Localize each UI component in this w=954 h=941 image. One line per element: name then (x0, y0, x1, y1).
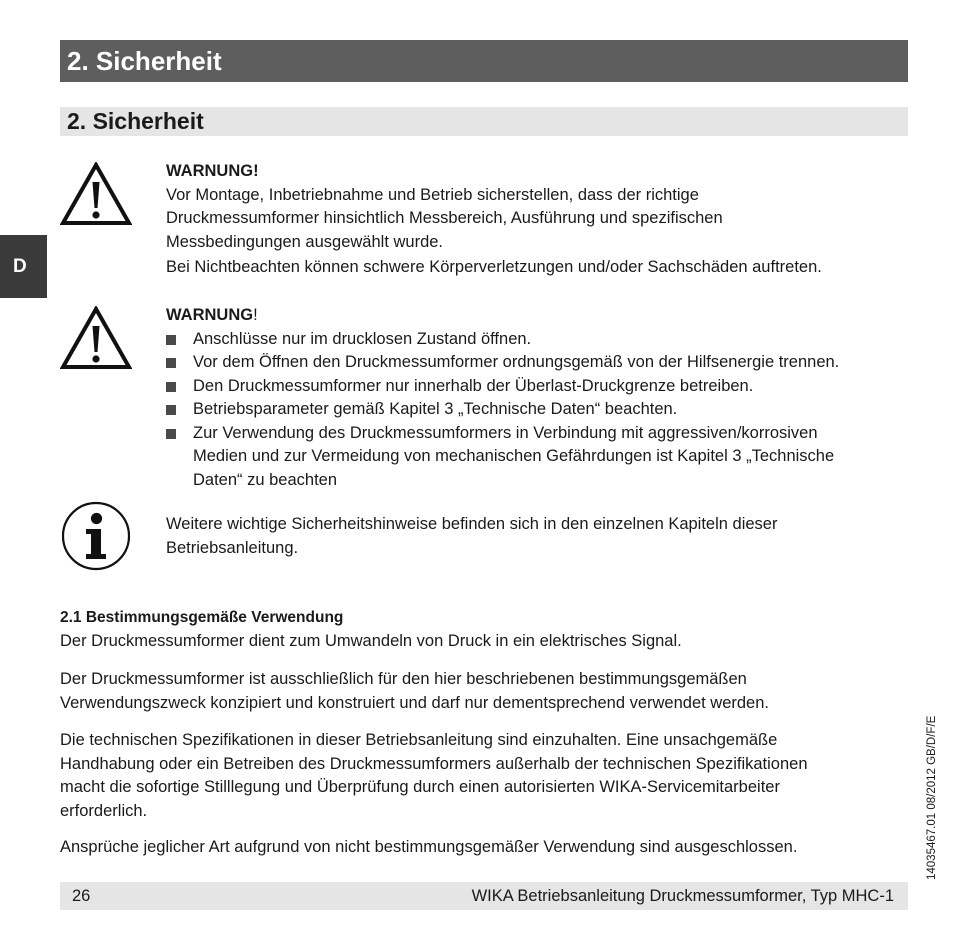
info-text-line: Betriebsanleitung. (166, 538, 299, 557)
list-item (166, 422, 906, 493)
footer-title: WIKA Betriebsanleitung Druckmessumformer, Typ MHC-1 (471, 887, 894, 905)
body-line: erforderlich. (60, 801, 148, 820)
document-code: 14035467.01 08/2012 GB/D/F/E (926, 715, 938, 880)
section-title: 2. Sicherheit (60, 107, 908, 136)
subsection-heading: 2.1 Bestimmungsgemäße Verwendung (60, 609, 344, 626)
list-item-text: Medien und zur Vermeidung von mechanischen Gefährdungen ist Kapitel 3 „Technische (193, 447, 835, 465)
body-line: Die technischen Spezifikationen in dieser Betriebsanleitung sind einzuhalten. Eine unsachgemäße (60, 731, 778, 749)
bullet-square-icon (166, 429, 176, 439)
bullet-square-icon (166, 382, 176, 392)
list-item (166, 398, 906, 422)
warning-triangle-icon (60, 306, 132, 370)
body-line: Der Druckmessumformer ist ausschließlich für den hier beschriebenen bestimmungsgemäßen (60, 670, 747, 688)
warning-text-line: Bei Nichtbeachten können schwere Körperverletzungen und/oder Sachschäden auftreten. (166, 258, 822, 276)
warning-triangle-icon (60, 162, 132, 226)
bullet-square-icon (166, 335, 176, 345)
body-line: Verwendungszweck konzipiert und konstruiert und darf nur dementsprechend verwendet werden. (60, 693, 769, 712)
page-number: 26 (72, 887, 91, 905)
warning-block-2 (166, 304, 906, 492)
list-item-text: Vor dem Öffnen den Druckmessumformer ordnungsgemäß von der Hilfsenergie trennen. (193, 353, 840, 371)
language-tab: D (0, 235, 47, 298)
warning-list (166, 328, 906, 493)
body-paragraph (60, 668, 908, 715)
warning-text-line: Vor Montage, Inbetriebnahme und Betrieb sicherstellen, dass der richtige (166, 185, 699, 204)
warning-heading-tail: ! (253, 306, 258, 324)
bullet-square-icon (166, 405, 176, 415)
warning-heading-bold: WARNUNG (166, 306, 254, 324)
list-item-text: Zur Verwendung des Druckmessumformers in Verbindung mit aggressiven/korrosiven (193, 423, 818, 442)
info-circle-icon (61, 501, 131, 571)
warning-text-line: Messbedingungen ausgewählt wurde. (166, 232, 444, 251)
body-paragraph: Ansprüche jeglicher Art aufgrund von nicht bestimmungsgemäßer Verwendung sind ausgeschlossen. (60, 838, 798, 856)
warning-heading (166, 304, 906, 328)
list-item (166, 351, 906, 375)
list-item-text: Daten“ zu beachten (193, 470, 338, 489)
info-block (166, 513, 906, 560)
body-line: macht die sofortige Stilllegung und Überprüfung durch einen autorisierten WIKA-Servicemitarbeiter (60, 778, 780, 796)
body-paragraph (60, 729, 908, 823)
warning-text-line: Druckmessumformer hinsichtlich Messbereich, Ausführung und spezifischen (166, 209, 723, 227)
info-text-line: Weitere wichtige Sicherheitshinweise befinden sich in den einzelnen Kapiteln dieser (166, 515, 778, 533)
list-item-text: Den Druckmessumformer nur innerhalb der Überlast-Druckgrenze betreiben. (193, 376, 754, 395)
page-footer (60, 882, 908, 910)
list-item-text: Anschlüsse nur im drucklosen Zustand öffnen. (193, 329, 532, 348)
list-item (166, 375, 906, 399)
warning-block-1 (166, 160, 906, 280)
bullet-square-icon (166, 358, 176, 368)
body-line: Handhabung oder ein Betreiben des Druckmessumformers außerhalb der technischen Spezifikationen (60, 754, 808, 773)
list-item (166, 328, 906, 352)
warning-heading: WARNUNG! (166, 162, 259, 180)
body-paragraph: Der Druckmessumformer dient zum Umwandeln von Druck in ein elektrisches Signal. (60, 632, 682, 650)
list-item-text: Betriebsparameter gemäß Kapitel 3 „Technische Daten“ beachten. (193, 400, 678, 418)
chapter-title: 2. Sicherheit (60, 40, 908, 82)
